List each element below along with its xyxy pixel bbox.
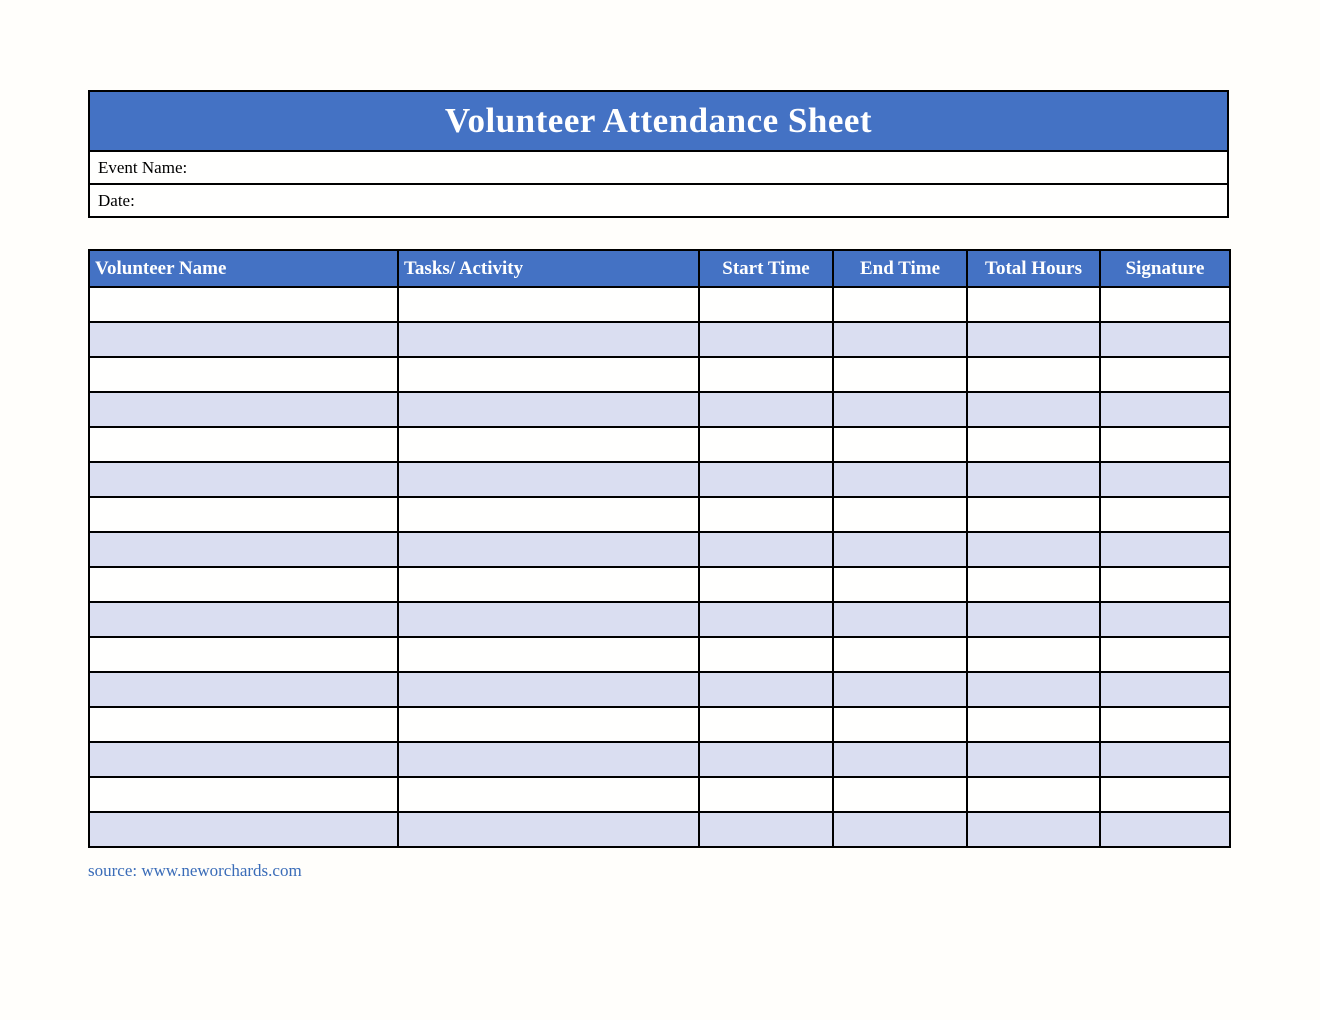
- table-cell[interactable]: [89, 812, 398, 847]
- table-cell[interactable]: [699, 777, 833, 812]
- table-cell[interactable]: [833, 532, 967, 567]
- table-cell[interactable]: [1100, 462, 1230, 497]
- table-cell[interactable]: [1100, 567, 1230, 602]
- table-cell[interactable]: [967, 602, 1100, 637]
- title-block: [88, 90, 1229, 218]
- table-cell[interactable]: [398, 567, 699, 602]
- header-row: [89, 250, 1230, 287]
- table-cell[interactable]: [699, 462, 833, 497]
- attendance-sheet: [88, 90, 1229, 881]
- table-cell[interactable]: [833, 427, 967, 462]
- table-row: [89, 357, 1230, 392]
- table-cell[interactable]: [699, 497, 833, 532]
- table-cell[interactable]: [398, 357, 699, 392]
- table-cell[interactable]: [833, 287, 967, 322]
- table-cell[interactable]: [699, 637, 833, 672]
- table-cell[interactable]: [699, 322, 833, 357]
- table-cell[interactable]: [699, 707, 833, 742]
- table-cell[interactable]: [699, 357, 833, 392]
- table-cell[interactable]: [699, 742, 833, 777]
- table-cell[interactable]: [398, 462, 699, 497]
- column-header-tasks-activity: Tasks/ Activity: [398, 250, 699, 287]
- table-cell[interactable]: [89, 462, 398, 497]
- table-cell[interactable]: [1100, 322, 1230, 357]
- table-cell[interactable]: [967, 462, 1100, 497]
- column-header-signature: Signature: [1100, 250, 1230, 287]
- table-cell[interactable]: [398, 637, 699, 672]
- table-cell[interactable]: [1100, 532, 1230, 567]
- table-cell[interactable]: [398, 322, 699, 357]
- table-cell[interactable]: [967, 707, 1100, 742]
- table-cell[interactable]: [967, 777, 1100, 812]
- attendance-table-header: [89, 250, 1230, 287]
- table-cell[interactable]: [833, 777, 967, 812]
- table-cell[interactable]: [1100, 707, 1230, 742]
- table-cell[interactable]: [398, 672, 699, 707]
- table-cell[interactable]: [89, 602, 398, 637]
- table-cell[interactable]: [398, 707, 699, 742]
- table-cell[interactable]: [89, 532, 398, 567]
- source-link[interactable]: source: www.neworchards.com: [88, 861, 302, 880]
- table-row: [89, 777, 1230, 812]
- table-cell[interactable]: [967, 322, 1100, 357]
- table-cell[interactable]: [833, 462, 967, 497]
- table-cell[interactable]: [967, 742, 1100, 777]
- table-row: [89, 392, 1230, 427]
- table-cell[interactable]: [833, 812, 967, 847]
- table-cell[interactable]: [1100, 392, 1230, 427]
- table-cell[interactable]: [967, 357, 1100, 392]
- table-cell[interactable]: [1100, 497, 1230, 532]
- table-cell[interactable]: [398, 777, 699, 812]
- table-cell[interactable]: [398, 812, 699, 847]
- table-cell[interactable]: [833, 742, 967, 777]
- table-cell[interactable]: [833, 637, 967, 672]
- table-cell[interactable]: [699, 287, 833, 322]
- table-row: [89, 742, 1230, 777]
- table-cell[interactable]: [699, 812, 833, 847]
- table-row: [89, 287, 1230, 322]
- table-cell[interactable]: [1100, 287, 1230, 322]
- table-row: [89, 462, 1230, 497]
- event-name-field[interactable]: [187, 152, 1227, 183]
- table-cell[interactable]: [89, 392, 398, 427]
- title-banner: [90, 92, 1227, 152]
- date-label: Date:: [98, 190, 135, 210]
- table-cell[interactable]: [699, 567, 833, 602]
- table-cell[interactable]: [89, 497, 398, 532]
- table-row: [89, 427, 1230, 462]
- table-row: [89, 812, 1230, 847]
- table-cell[interactable]: [1100, 672, 1230, 707]
- table-cell[interactable]: [833, 322, 967, 357]
- event-name-row: [90, 152, 1227, 183]
- table-cell[interactable]: [89, 707, 398, 742]
- table-cell[interactable]: [967, 287, 1100, 322]
- table-cell[interactable]: [1100, 427, 1230, 462]
- table-cell[interactable]: [89, 287, 398, 322]
- table-row: [89, 707, 1230, 742]
- table-cell[interactable]: [967, 672, 1100, 707]
- table-cell[interactable]: [833, 392, 967, 427]
- column-header-end-time: End Time: [833, 250, 967, 287]
- table-cell[interactable]: [967, 637, 1100, 672]
- table-cell[interactable]: [699, 427, 833, 462]
- table-cell[interactable]: [699, 392, 833, 427]
- date-row: [90, 183, 1227, 216]
- table-cell[interactable]: [398, 392, 699, 427]
- table-cell[interactable]: [1100, 357, 1230, 392]
- table-cell[interactable]: [89, 777, 398, 812]
- table-row: [89, 637, 1230, 672]
- table-cell[interactable]: [1100, 777, 1230, 812]
- table-row: [89, 497, 1230, 532]
- table-cell[interactable]: [833, 567, 967, 602]
- table-cell[interactable]: [89, 672, 398, 707]
- table-cell[interactable]: [1100, 637, 1230, 672]
- date-field[interactable]: [135, 185, 1227, 216]
- table-cell[interactable]: [89, 742, 398, 777]
- table-row: [89, 602, 1230, 637]
- table-cell[interactable]: [398, 427, 699, 462]
- column-header-start-time: Start Time: [699, 250, 833, 287]
- event-name-label: Event Name:: [98, 157, 188, 177]
- table-cell[interactable]: [967, 532, 1100, 567]
- table-cell[interactable]: [967, 812, 1100, 847]
- table-cell[interactable]: [967, 392, 1100, 427]
- table-cell[interactable]: [1100, 812, 1230, 847]
- table-cell[interactable]: [833, 672, 967, 707]
- column-header-total-hours: Total Hours: [967, 250, 1100, 287]
- table-cell[interactable]: [398, 497, 699, 532]
- table-cell[interactable]: [1100, 602, 1230, 637]
- table-cell[interactable]: [833, 602, 967, 637]
- table-cell[interactable]: [1100, 742, 1230, 777]
- table-cell[interactable]: [89, 567, 398, 602]
- table-cell[interactable]: [833, 707, 967, 742]
- table-cell[interactable]: [699, 602, 833, 637]
- table-cell[interactable]: [833, 497, 967, 532]
- page-title: Volunteer Attendance Sheet: [444, 101, 873, 140]
- table-cell[interactable]: [967, 427, 1100, 462]
- table-cell[interactable]: [699, 532, 833, 567]
- table-cell[interactable]: [89, 427, 398, 462]
- table-row: [89, 672, 1230, 707]
- table-row: [89, 567, 1230, 602]
- column-header-volunteer-name: Volunteer Name: [89, 250, 398, 287]
- table-row: [89, 322, 1230, 357]
- table-cell[interactable]: [398, 602, 699, 637]
- attendance-table-body: [89, 287, 1230, 847]
- table-cell[interactable]: [398, 287, 699, 322]
- table-cell[interactable]: [398, 532, 699, 567]
- table-cell[interactable]: [699, 672, 833, 707]
- table-cell[interactable]: [89, 357, 398, 392]
- table-cell[interactable]: [967, 567, 1100, 602]
- table-cell[interactable]: [89, 322, 398, 357]
- table-row: [89, 532, 1230, 567]
- table-cell[interactable]: [89, 637, 398, 672]
- attendance-table: [88, 249, 1231, 848]
- table-cell[interactable]: [398, 742, 699, 777]
- table-cell[interactable]: [967, 497, 1100, 532]
- table-cell[interactable]: [833, 357, 967, 392]
